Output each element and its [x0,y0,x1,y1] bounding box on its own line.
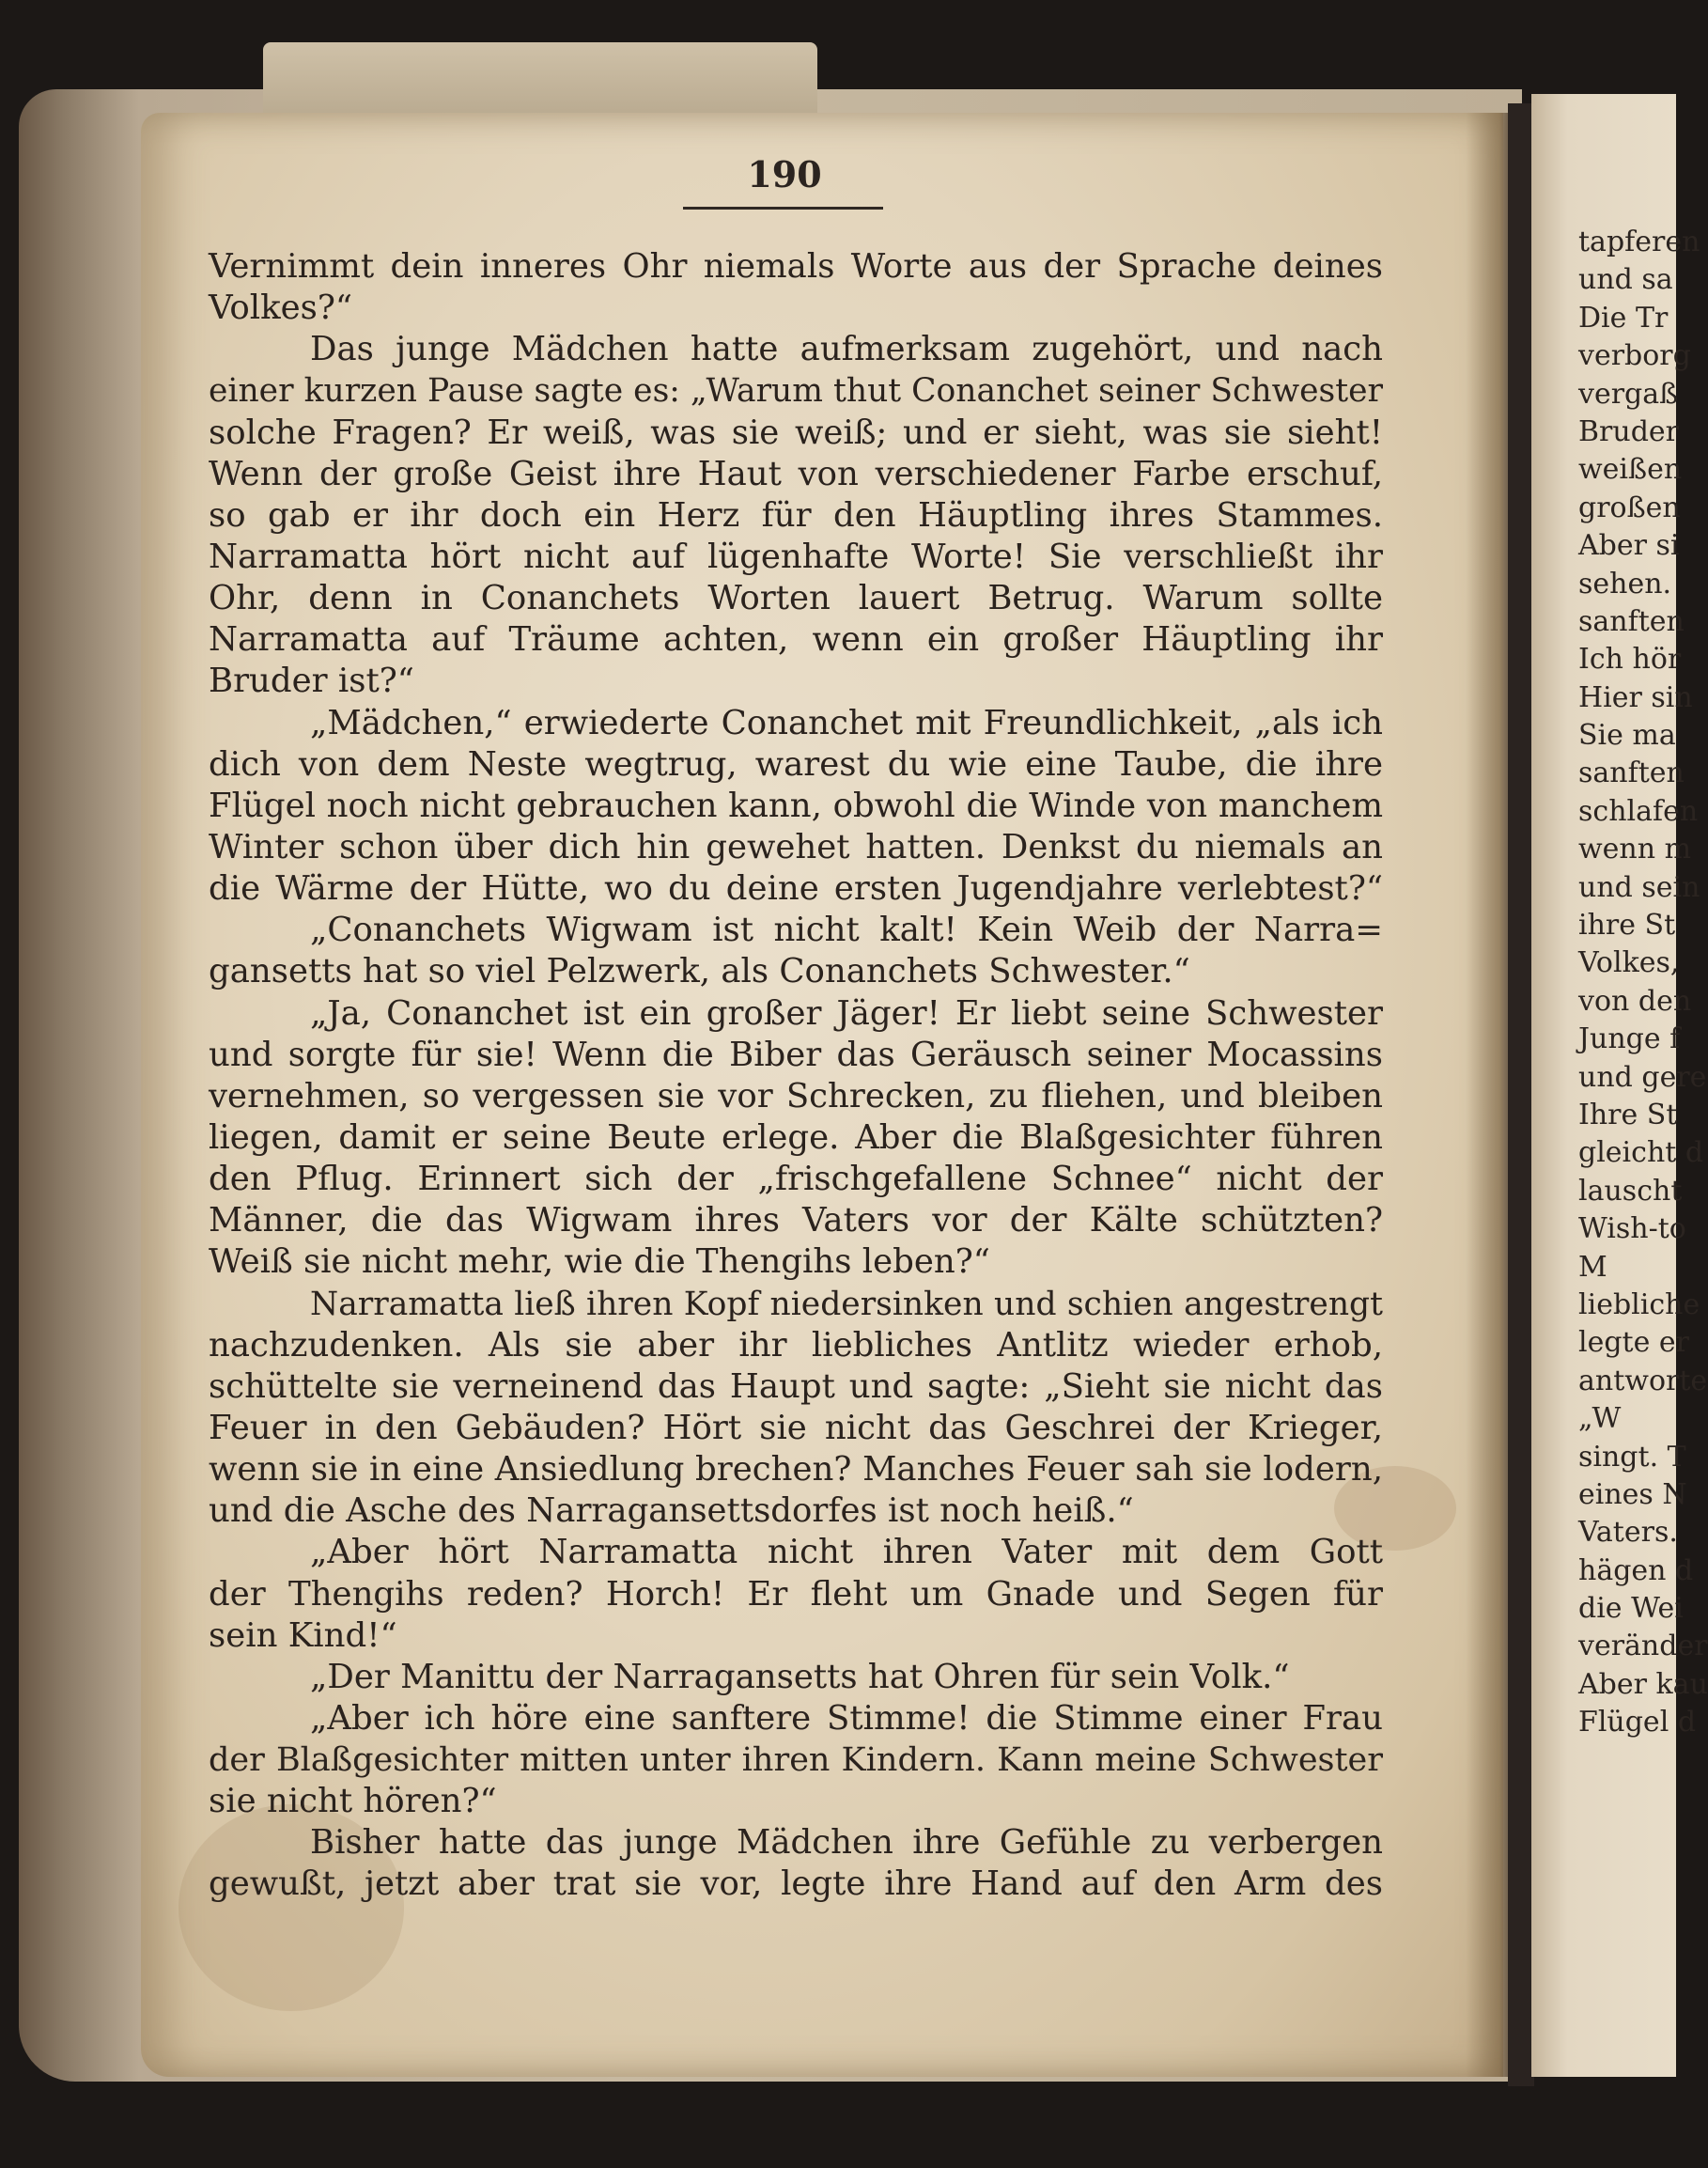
facing-line-fragment: Vaters. [1578,1516,1678,1550]
facing-line-fragment: Bruder [1578,414,1680,448]
facing-line-fragment: Aber kau [1578,1667,1708,1701]
facing-line-fragment: Sie ma [1578,719,1676,753]
text-line: Flügel noch nicht gebrauchen kann, obwohl die Winde von manchem [209,786,1383,825]
facing-line-fragment: Hier sin [1578,680,1693,714]
facing-page-text [1578,224,1708,1742]
facing-line-fragment: Wish-to [1578,1212,1686,1246]
facing-line-fragment: singt. T [1578,1440,1686,1474]
text-line: Feuer in den Gebäuden? Hört sie nicht das Geschrei der Krieger, [209,1408,1383,1447]
facing-line-fragment: verborg [1578,339,1691,373]
text-line: Volkes?“ [209,289,353,328]
text-line: Weiß sie nicht mehr, wie die Thengihs leben?“ [209,1242,990,1282]
facing-line-fragment: sanften [1578,756,1685,790]
text-line: Narramatta ließ ihren Kopf niedersinken und schien angestrengt [310,1285,1383,1323]
facing-line-fragment: Flügel d [1578,1706,1697,1739]
text-line: Wenn der große Geist ihre Haut von verschiedener Farbe erschuf, [209,454,1383,493]
text-line: „Conanchets Wigwam ist nicht kalt! Kein Weib der Narra= [310,911,1383,950]
text-line: wenn sie in eine Ansiedlung brechen? Manches Feuer sah sie lodern, [209,1450,1383,1490]
page-tab-strip [263,42,817,117]
text-line: „Der Manittu der Narragansetts hat Ohren für sein Volk.“ [310,1657,1290,1696]
facing-line-fragment: Volkes, [1578,946,1680,980]
text-line: der Thengihs reden? Horch! Er fleht um Gnade und Segen für [209,1574,1383,1614]
text-line: so gab er ihr doch ein Herz für den Häuptling ihres Stammes. [209,495,1383,535]
text-line: liegen, damit er seine Beute erlege. Aber die Blaßgesichter führen [209,1117,1383,1157]
facing-line-fragment: sanften [1578,604,1685,638]
facing-line-fragment: Ihre St [1578,1098,1678,1131]
facing-line-fragment: „W [1578,1402,1622,1436]
facing-line-fragment: tapferen [1578,226,1700,258]
text-line: einer kurzen Pause sagte es: „Warum thut Conanchet seiner Schwester [209,372,1383,411]
text-line: Ohr, denn in Conanchets Worten lauert Betrug. Warum sollte [209,579,1383,618]
text-line: und sorgte für sie! Wenn die Biber das Geräusch seiner Mocassins [209,1035,1383,1074]
facing-line-fragment: veränder [1578,1630,1708,1663]
facing-line-fragment: die Wei [1578,1592,1684,1626]
facing-line-fragment: eines N [1578,1477,1687,1511]
facing-line-fragment: und gere [1578,1060,1707,1094]
facing-line-fragment: sehen. [1578,567,1672,600]
text-line: der Blaßgesichter mitten unter ihren Kindern. Kann meine Schwester [209,1741,1383,1780]
text-line: dich von dem Neste wegtrug, warest du wie eine Taube, die ihre [209,744,1383,784]
text-line: „Aber ich höre eine sanftere Stimme! die Stimme einer Frau [310,1698,1383,1738]
spine [1508,103,1534,2086]
facing-line-fragment: und sa [1578,263,1673,297]
text-line: gewußt, jetzt aber trat sie vor, legte ihre Hand auf den Arm des [209,1864,1383,1904]
facing-line-fragment: großen [1578,491,1681,524]
text-line: Bruder ist?“ [209,662,414,701]
facing-line-fragment: wenn m [1578,833,1692,866]
text-line: Vernimmt dein inneres Ohr niemals Worte aus der Sprache deines [209,247,1383,286]
facing-line-fragment: Die Tr [1578,301,1669,335]
facing-line-fragment: liebliche [1578,1287,1700,1321]
facing-line-fragment: hägen d [1578,1553,1694,1587]
text-line: den Pflug. Erinnert sich der „frischgefallene Schnee“ nicht der [209,1160,1383,1199]
text-line: nachzudenken. Als sie aber ihr liebliches Antlitz wieder erhob, [209,1325,1383,1365]
text-line: und die Asche des Narragansettsdorfes ist noch heiß.“ [209,1491,1134,1531]
facing-line-fragment: weißen [1578,453,1683,487]
header-rule [683,207,883,210]
text-line: solche Fragen? Er weiß, was sie weiß; und er sieht, was sie sieht! [209,413,1383,452]
text-line: sie nicht hören?“ [209,1782,497,1821]
facing-line-fragment: antworte [1578,1364,1708,1397]
text-line: Winter schon über dich hin gewehet hatten. Denkst du niemals an [209,827,1383,866]
facing-line-fragment: ihre St [1578,909,1676,943]
text-line: „Ja, Conanchet ist ein großer Jäger! Er liebt seine Schwester [310,993,1383,1033]
text-line: gansetts hat so viel Pelzwerk, als Conanchets Schwester.“ [209,952,1190,991]
facing-line-fragment: Aber si [1578,529,1680,563]
facing-line-fragment: Junge f [1578,1022,1681,1056]
facing-line-fragment: legte er [1578,1326,1689,1360]
facing-line-fragment: Ich hör [1578,643,1682,677]
facing-line-fragment: vergaß [1578,377,1679,411]
text-line: Männer, die das Wigwam ihres Vaters vor der Kälte schützten? [209,1201,1383,1240]
text-line: vernehmen, so vergessen sie vor Schrecken, zu fliehen, und bleiben [209,1076,1383,1115]
facing-line-fragment: M [1578,1250,1607,1284]
text-line: „Aber hört Narramatta nicht ihren Vater mit dem Gott [310,1533,1383,1572]
facing-line-fragment: lauscht [1578,1174,1683,1208]
text-line: „Mädchen,“ erwiederte Conanchet mit Freundlichkeit, „als ich [310,703,1383,742]
text-line: Das junge Mädchen hatte aufmerksam zugehört, und nach [310,330,1383,369]
text-line: Bisher hatte das junge Mädchen ihre Gefühle zu verbergen [310,1823,1383,1863]
text-line: schüttelte sie verneinend das Haupt und sagte: „Sieht sie nicht das [209,1366,1383,1406]
text-line: die Wärme der Hütte, wo du deine ersten Jugendjahre verlebtest?“ [209,869,1383,909]
facing-line-fragment: und sein [1578,870,1700,904]
facing-line-fragment: gleicht d [1578,1136,1704,1170]
page-number: 190 [747,153,822,195]
text-line: Narramatta auf Träume achten, wenn ein großer Häuptling ihr [209,620,1383,660]
facing-line-fragment: schlafen [1578,794,1699,828]
page-body-text [209,246,1383,1906]
text-line: sein Kind!“ [209,1615,397,1655]
text-line: Narramatta hört nicht auf lügenhafte Worte! Sie verschließt ihr [209,537,1383,576]
facing-line-fragment: von den [1578,984,1692,1018]
